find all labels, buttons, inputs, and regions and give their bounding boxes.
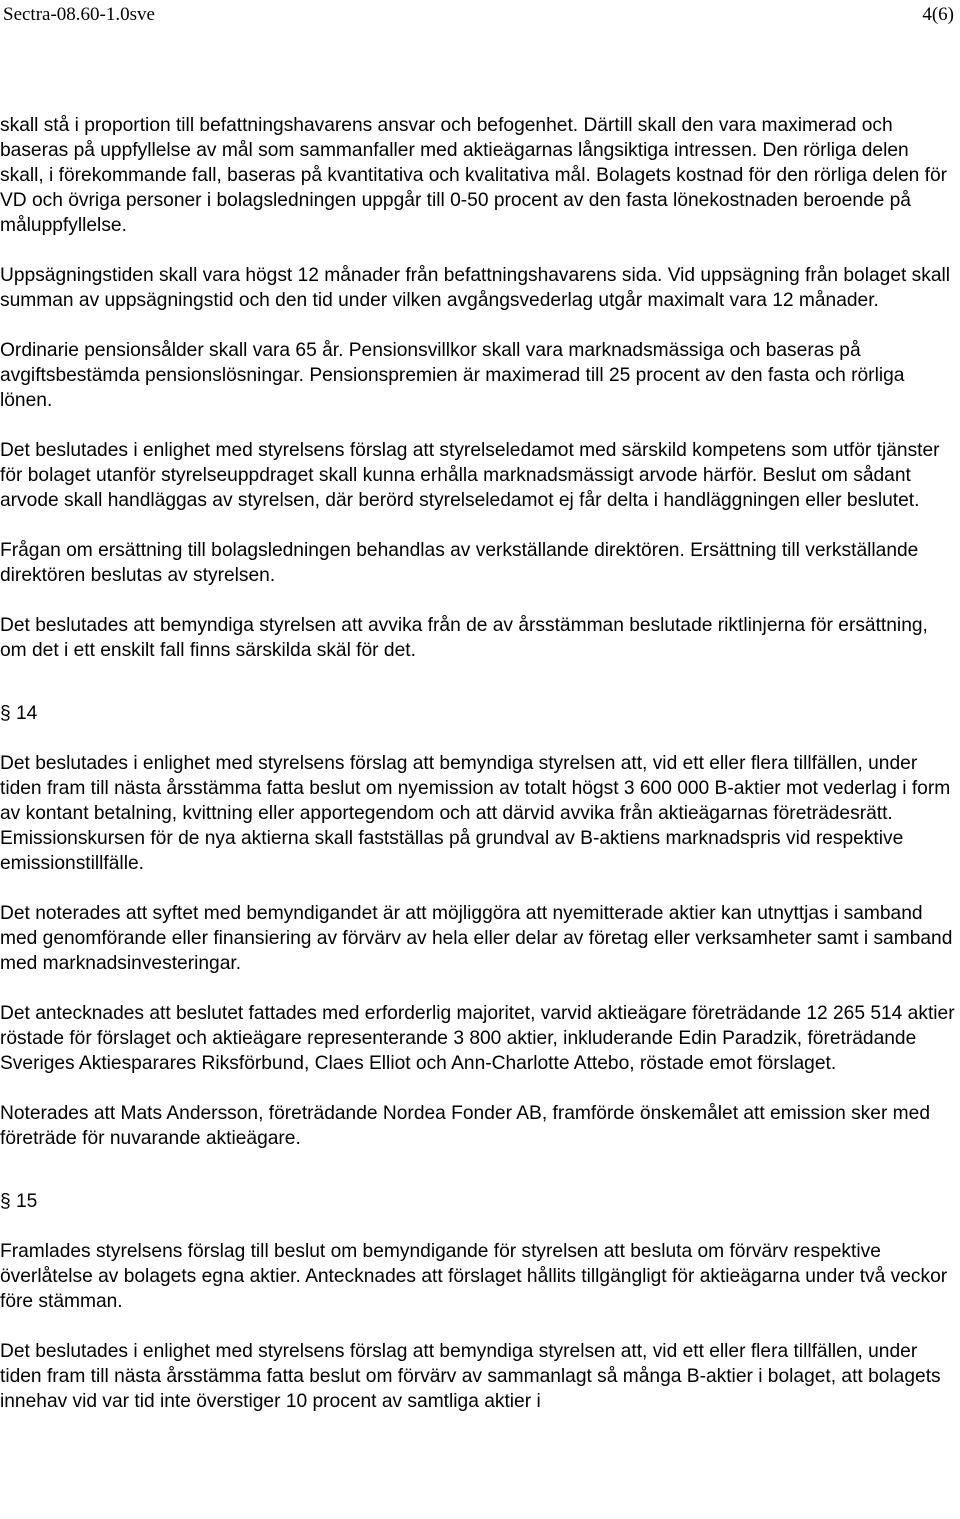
paragraph: Det beslutades i enlighet med styrelsens förslag att styrelseledamot med särskild kompetens som utför tjänster för bolaget utanför styrelseuppdraget skall kunna erhålla marknadsmässigt arvode härför. Beslut om sådant arvode skall handläggas av styrelsen, där berörd styrelseledamot ej får delta i handläggningen eller beslutet. bbox=[0, 440, 940, 511]
paragraph: Det beslutades i enlighet med styrelsens förslag att bemyndiga styrelsen att, vid ett eller flera tillfällen, under tiden fram till nästa årsstämma fatta beslut om nyemission av totalt högst 3 600 000 B-aktier mot vederlag i form av kontant betalning, kvittning eller apportegendom och att därvid avvika från aktieägarnas företrädesrätt. Emissionskursen för de nya aktierna skall fastställas på grundval av B-aktiens marknadspris vid respektive emissionstillfälle. bbox=[0, 753, 951, 874]
document-id: Sectra-08.60-1.0sve bbox=[3, 4, 155, 25]
paragraph: Det antecknades att beslutet fattades med erforderlig majoritet, varvid aktieägare företrädande 12 265 514 aktier röstade för förslaget och aktieägare representerande 3 800 aktier, inkluderande Edin Paradzik, företrädande Sveriges Aktiesparares Riksförbund, Claes Elliot och Ann-Charlotte Attebo, röstade emot förslaget. bbox=[0, 1003, 955, 1074]
paragraph: Det beslutades att bemyndiga styrelsen att avvika från de av årsstämman beslutade riktlinjerna för ersättning, om det i ett enskilt fall finns särskilda skäl för det. bbox=[0, 615, 928, 661]
page-number: 4(6) bbox=[922, 4, 954, 25]
paragraph: Det noterades att syftet med bemyndigandet är att möjliggöra att nyemitterade aktier kan utnyttjas i samband med genomförande eller finansiering av förvärv av hela eller delar av företag eller verksamheter samt i samband med marknadsinvesteringar. bbox=[0, 903, 953, 974]
page-header bbox=[0, 2, 960, 28]
paragraph: Det beslutades i enlighet med styrelsens förslag att bemyndiga styrelsen att, vid ett eller flera tillfällen, under tiden fram till nästa årsstämma fatta beslut om förvärv av sammanlagt så många B-aktier i bolaget, att bolagets innehav vid var tid inte överstiger 10 procent av samtliga aktier i bbox=[0, 1341, 941, 1412]
paragraph: Noterades att Mats Andersson, företrädande Nordea Fonder AB, framförde önskemålet att emission sker med företräde för nuvarande aktieägare. bbox=[0, 1103, 930, 1149]
document-body bbox=[0, 113, 955, 1439]
section-heading-14: § 14 bbox=[0, 703, 38, 724]
section-heading-15: § 15 bbox=[0, 1191, 38, 1212]
paragraph: skall stå i proportion till befattningshavarens ansvar och befogenhet. Därtill skall den vara maximerad och baseras på uppfyllelse av mål som sammanfaller med aktieägarnas långsiktiga intressen. Den rörliga delen skall, i förekommande fall, baseras på kvantitativa och kvalitativa mål. Bolagets kostnad för den rörliga delen för VD och övriga personer i bolagsledningen uppgår till 0-50 procent av den fasta lönekostnaden beroende på måluppfyllelse. bbox=[0, 115, 948, 236]
paragraph: Frågan om ersättning till bolagsledningen behandlas av verkställande direktören. Ersättning till verkställande direktören beslutas av styrelsen. bbox=[0, 540, 919, 586]
paragraph: Framlades styrelsens förslag till beslut om bemyndigande för styrelsen att besluta om förvärv respektive överlåtelse av bolagets egna aktier. Antecknades att förslaget hållits tillgängligt för aktieägarna under två veckor före stämman. bbox=[0, 1241, 948, 1312]
paragraph: Uppsägningstiden skall vara högst 12 månader från befattningshavarens sida. Vid uppsägning från bolaget skall summan av uppsägningstid och den tid under vilken avgångsvederlag utgår maximalt vara 12 månader. bbox=[0, 265, 951, 311]
paragraph: Ordinarie pensionsålder skall vara 65 år. Pensionsvillkor skall vara marknadsmässiga och baseras på avgiftsbestämda pensionslösningar. Pensionspremien är maximerad till 25 procent av den fasta och rörliga lönen. bbox=[0, 340, 905, 411]
